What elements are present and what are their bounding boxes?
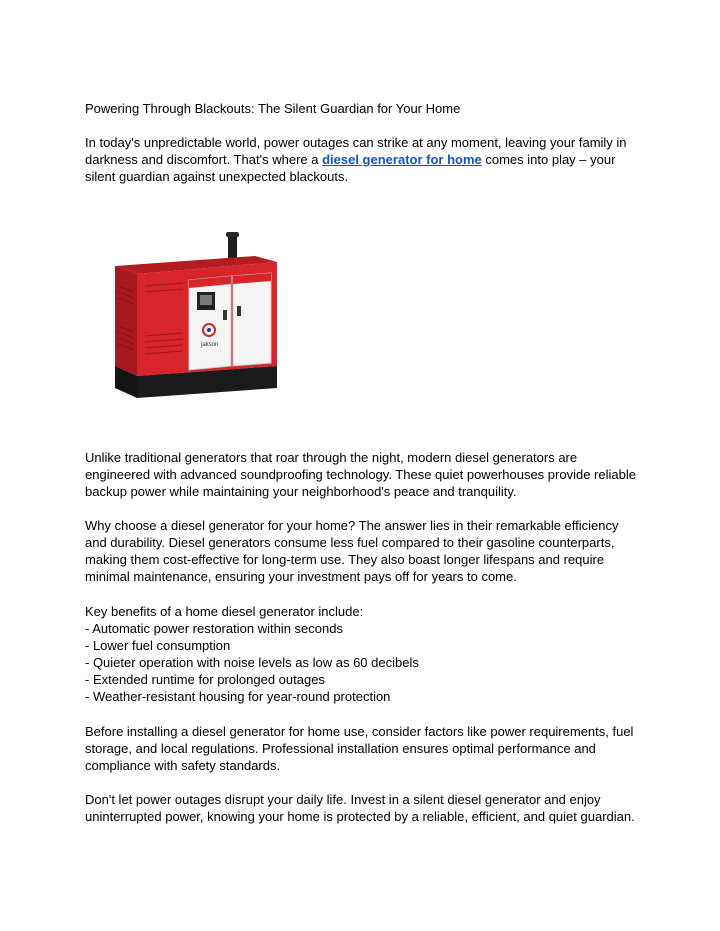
benefits-heading: Key benefits of a home diesel generator include: (85, 604, 364, 619)
benefit-item: - Weather-resistant housing for year-round protection (85, 689, 391, 704)
why-paragraph (85, 517, 645, 585)
benefits-list (85, 603, 645, 705)
quiet-line-1: Unlike traditional generators that roar through the night, modern diesel generators are (85, 450, 578, 465)
diesel-generator-link[interactable]: diesel generator for home (322, 152, 482, 167)
intro-line-1: In today's unpredictable world, power outages can strike at any moment, leaving your family in (85, 135, 627, 150)
intro-line-2 (85, 151, 645, 168)
brand-text: jakson (201, 342, 219, 348)
why-line-4: minimal maintenance, ensuring your investment pays off for years to come. (85, 569, 517, 584)
why-line-2: and durability. Diesel generators consume less fuel compared to their gasoline counterparts, (85, 535, 615, 550)
install-line-2: storage, and local regulations. Professional installation ensures optimal performance and (85, 741, 596, 756)
install-line-1: Before installing a diesel generator for home use, consider factors like power requirements, fuel (85, 724, 634, 739)
quiet-paragraph (85, 449, 645, 500)
benefit-item: - Lower fuel consumption (85, 638, 231, 653)
generator-image (105, 226, 315, 406)
quiet-line-2: engineered with advanced soundproofing technology. These quiet powerhouses provide reliable (85, 467, 636, 482)
benefit-item: - Automatic power restoration within seconds (85, 621, 343, 636)
quiet-line-3: backup power while maintaining your neighborhood's peace and tranquility. (85, 484, 517, 499)
closing-line-2: uninterrupted power, knowing your home is protected by a reliable, efficient, and quiet guardian. (85, 809, 635, 824)
intro-paragraph (85, 134, 645, 185)
install-line-3: compliance with safety standards. (85, 758, 281, 773)
intro-line-3: silent guardian against unexpected blackouts. (85, 169, 349, 184)
install-paragraph (85, 723, 645, 774)
why-line-3: making them cost-effective for long-term use. They also boast longer lifespans and require (85, 552, 605, 567)
intro-line-2-end: comes into play – your (481, 152, 616, 167)
benefit-item: - Quieter operation with noise levels as low as 60 decibels (85, 655, 419, 670)
closing-line-1: Don't let power outages disrupt your daily life. Invest in a silent diesel generator and enjoy (85, 792, 601, 807)
diesel-generator-icon (105, 226, 315, 406)
benefit-item: - Extended runtime for prolonged outages (85, 672, 325, 687)
document-title (85, 100, 645, 117)
intro-line-2-start: darkness and discomfort. That's where a (85, 152, 323, 167)
why-line-1: Why choose a diesel generator for your home? The answer lies in their remarkable efficiency (85, 518, 619, 533)
title-line: Powering Through Blackouts: The Silent Guardian for Your Home (85, 101, 461, 116)
closing-paragraph (85, 791, 645, 825)
